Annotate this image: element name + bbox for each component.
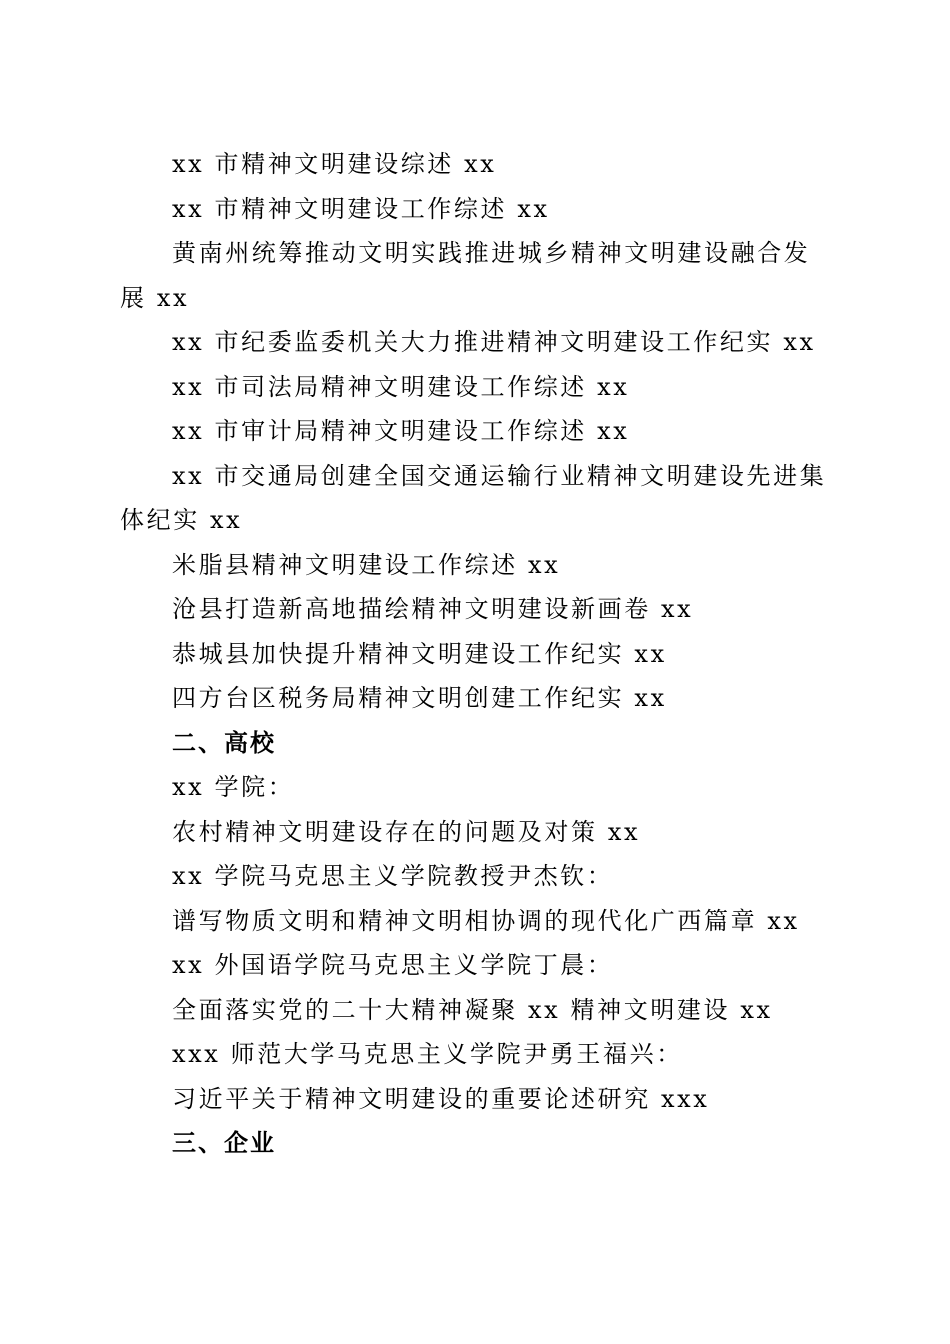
list-item: 沧县打造新高地描绘精神文明建设新画卷 xx (172, 595, 694, 623)
list-item: 四方台区税务局精神文明创建工作纪实 xx (172, 684, 667, 712)
list-item: xx 市审计局精神文明建设工作综述 xx (172, 417, 630, 445)
list-item: 谱写物质文明和精神文明相协调的现代化广西篇章 xx (172, 906, 800, 935)
list-item: xx 学院马克思主义学院教授尹杰钦： (172, 862, 614, 890)
list-item: xxx 师范大学马克思主义学院尹勇王福兴： (172, 1040, 683, 1068)
section-heading-universities: 二、高校 (172, 728, 276, 757)
list-item: 黄南州统筹推动文明实践推进城乡精神文明建设融合发展 xx (120, 239, 811, 312)
list-item: xx 市交通局创建全国交通运输行业精神文明建设先进集体纪实 xx (120, 461, 827, 534)
list-item: xx 市精神文明建设综述 xx (172, 150, 497, 178)
list-item: 全面落实党的二十大精神凝聚 xx 精神文明建设 xx (172, 995, 773, 1024)
list-item: 恭城县加快提升精神文明建设工作纪实 xx (172, 639, 667, 668)
list-item: xx 市司法局精神文明建设工作综述 xx (172, 372, 630, 401)
list-item: xx 市纪委监委机关大力推进精神文明建设工作纪实 xx (172, 328, 816, 356)
list-item: 习近平关于精神文明建设的重要论述研究 xxx (172, 1084, 710, 1113)
list-item: xx 市精神文明建设工作综述 xx (172, 194, 550, 223)
section-heading-enterprises: 三、企业 (172, 1129, 276, 1157)
list-item: 农村精神文明建设存在的问题及对策 xx (172, 817, 641, 846)
list-item: xx 学院： (172, 773, 295, 801)
document-body (120, 142, 830, 1166)
list-item: 米脂县精神文明建设工作综述 xx (172, 550, 561, 579)
list-item: xx 外国语学院马克思主义学院丁晨： (172, 951, 614, 979)
